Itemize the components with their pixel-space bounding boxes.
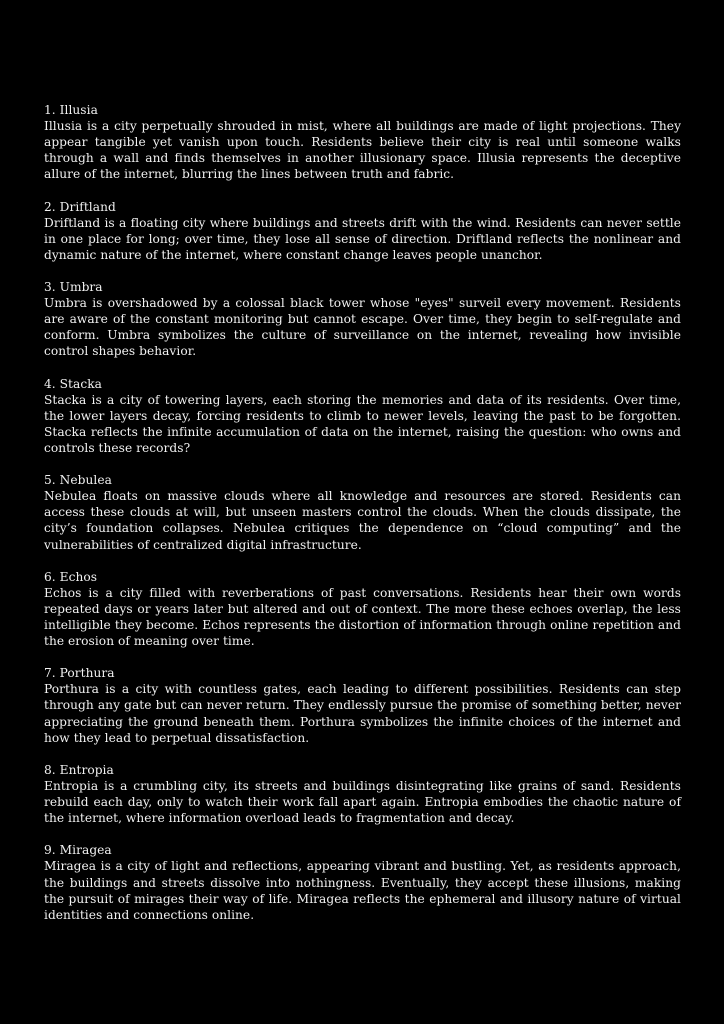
section-title: 1. Illusia [44, 103, 98, 117]
section-title: 6. Echos [44, 569, 98, 584]
document-page [44, 102, 681, 939]
section-title: 4. Stacka [44, 376, 102, 391]
section-title: 9. Miragea [44, 843, 112, 858]
section-echos [44, 569, 681, 649]
section-title: 8. Entropia [44, 762, 114, 777]
section-nebulea [44, 472, 681, 552]
section-illusia [44, 102, 681, 182]
section-body: Entropia is a crumbling city, its streets and buildings disintegrating like grains of sand. Residents rebuild each day, only to watch their work fall apart again. Entropia embodies the chaotic nature of the internet, where information overload leads to fragmentation and decay. [44, 778, 681, 826]
section-body: Miragea is a city of light and reflections, appearing vibrant and bustling. Yet, as residents approach, the buildings and streets dissolve into nothingness. Eventually, they accept these illusions, making the pursuit of mirages their way of life. Miragea reflects the ephemeral and illusory nature of virtual identities and connections online. [44, 859, 681, 922]
section-title: 2. Driftland [44, 199, 116, 214]
section-stacka [44, 376, 681, 456]
section-title: 7. Porthura [44, 666, 115, 681]
section-body: Nebulea floats on massive clouds where all knowledge and resources are stored. Residents can access these clouds at will, but unseen masters control the clouds. When the clouds dissipate, the city’s foundation collapses. Nebulea critiques the dependence on “cloud computing” and the vulnerabilities of centralized digital infrastructure. [44, 489, 681, 552]
section-title: 3. Umbra [44, 280, 103, 295]
section-body: Porthura is a city with countless gates, each leading to different possibilities. Residents can step through any gate but can never return. They endlessly pursue the promise of something better, never appreciating the ground beneath them. Porthura symbolizes the infinite choices of the internet and how they lead to perpetual dissatisfaction. [44, 682, 681, 745]
section-body: Stacka is a city of towering layers, each storing the memories and data of its residents. Over time, the lower layers decay, forcing residents to climb to newer levels, leaving the past to be forgotten. Stacka reflects the infinite accumulation of data on the internet, raising the question: who owns and controls these records? [44, 392, 681, 455]
section-body: Driftland is a floating city where buildings and streets drift with the wind. Residents can never settle in one place for long; over time, they lose all sense of direction. Driftland reflects the nonlinear and dynamic nature of the internet, where constant change leaves people unanchor. [44, 215, 681, 262]
section-driftland [44, 199, 681, 263]
section-entropia [44, 762, 681, 826]
section-body: Umbra is overshadowed by a colossal black tower whose "eyes" surveil every movement. Residents are aware of the constant monitoring but cannot escape. Over time, they begin to self-regulate and conform. Umbra symbolizes the culture of surveillance on the internet, revealing how invisible control shapes behavior. [44, 296, 681, 359]
section-body: Echos is a city filled with reverberations of past conversations. Residents hear their own words repeated days or years later but altered and out of context. The more these echoes overlap, the less intelligible they become. Echos represents the distortion of information through online repetition and the erosion of meaning over time. [44, 585, 681, 649]
section-miragea [44, 842, 681, 922]
section-title: 5. Nebulea [44, 473, 112, 488]
section-umbra [44, 279, 681, 359]
section-body: Illusia is a city perpetually shrouded in mist, where all buildings are made of light projections. They appear tangible yet vanish upon touch. Residents believe their city is real until someone walks through a wall and finds themselves in another illusionary space. Illusia represents the deceptive allure of the internet, blurring the lines between truth and fabric. [44, 119, 681, 182]
section-porthura [44, 665, 681, 745]
